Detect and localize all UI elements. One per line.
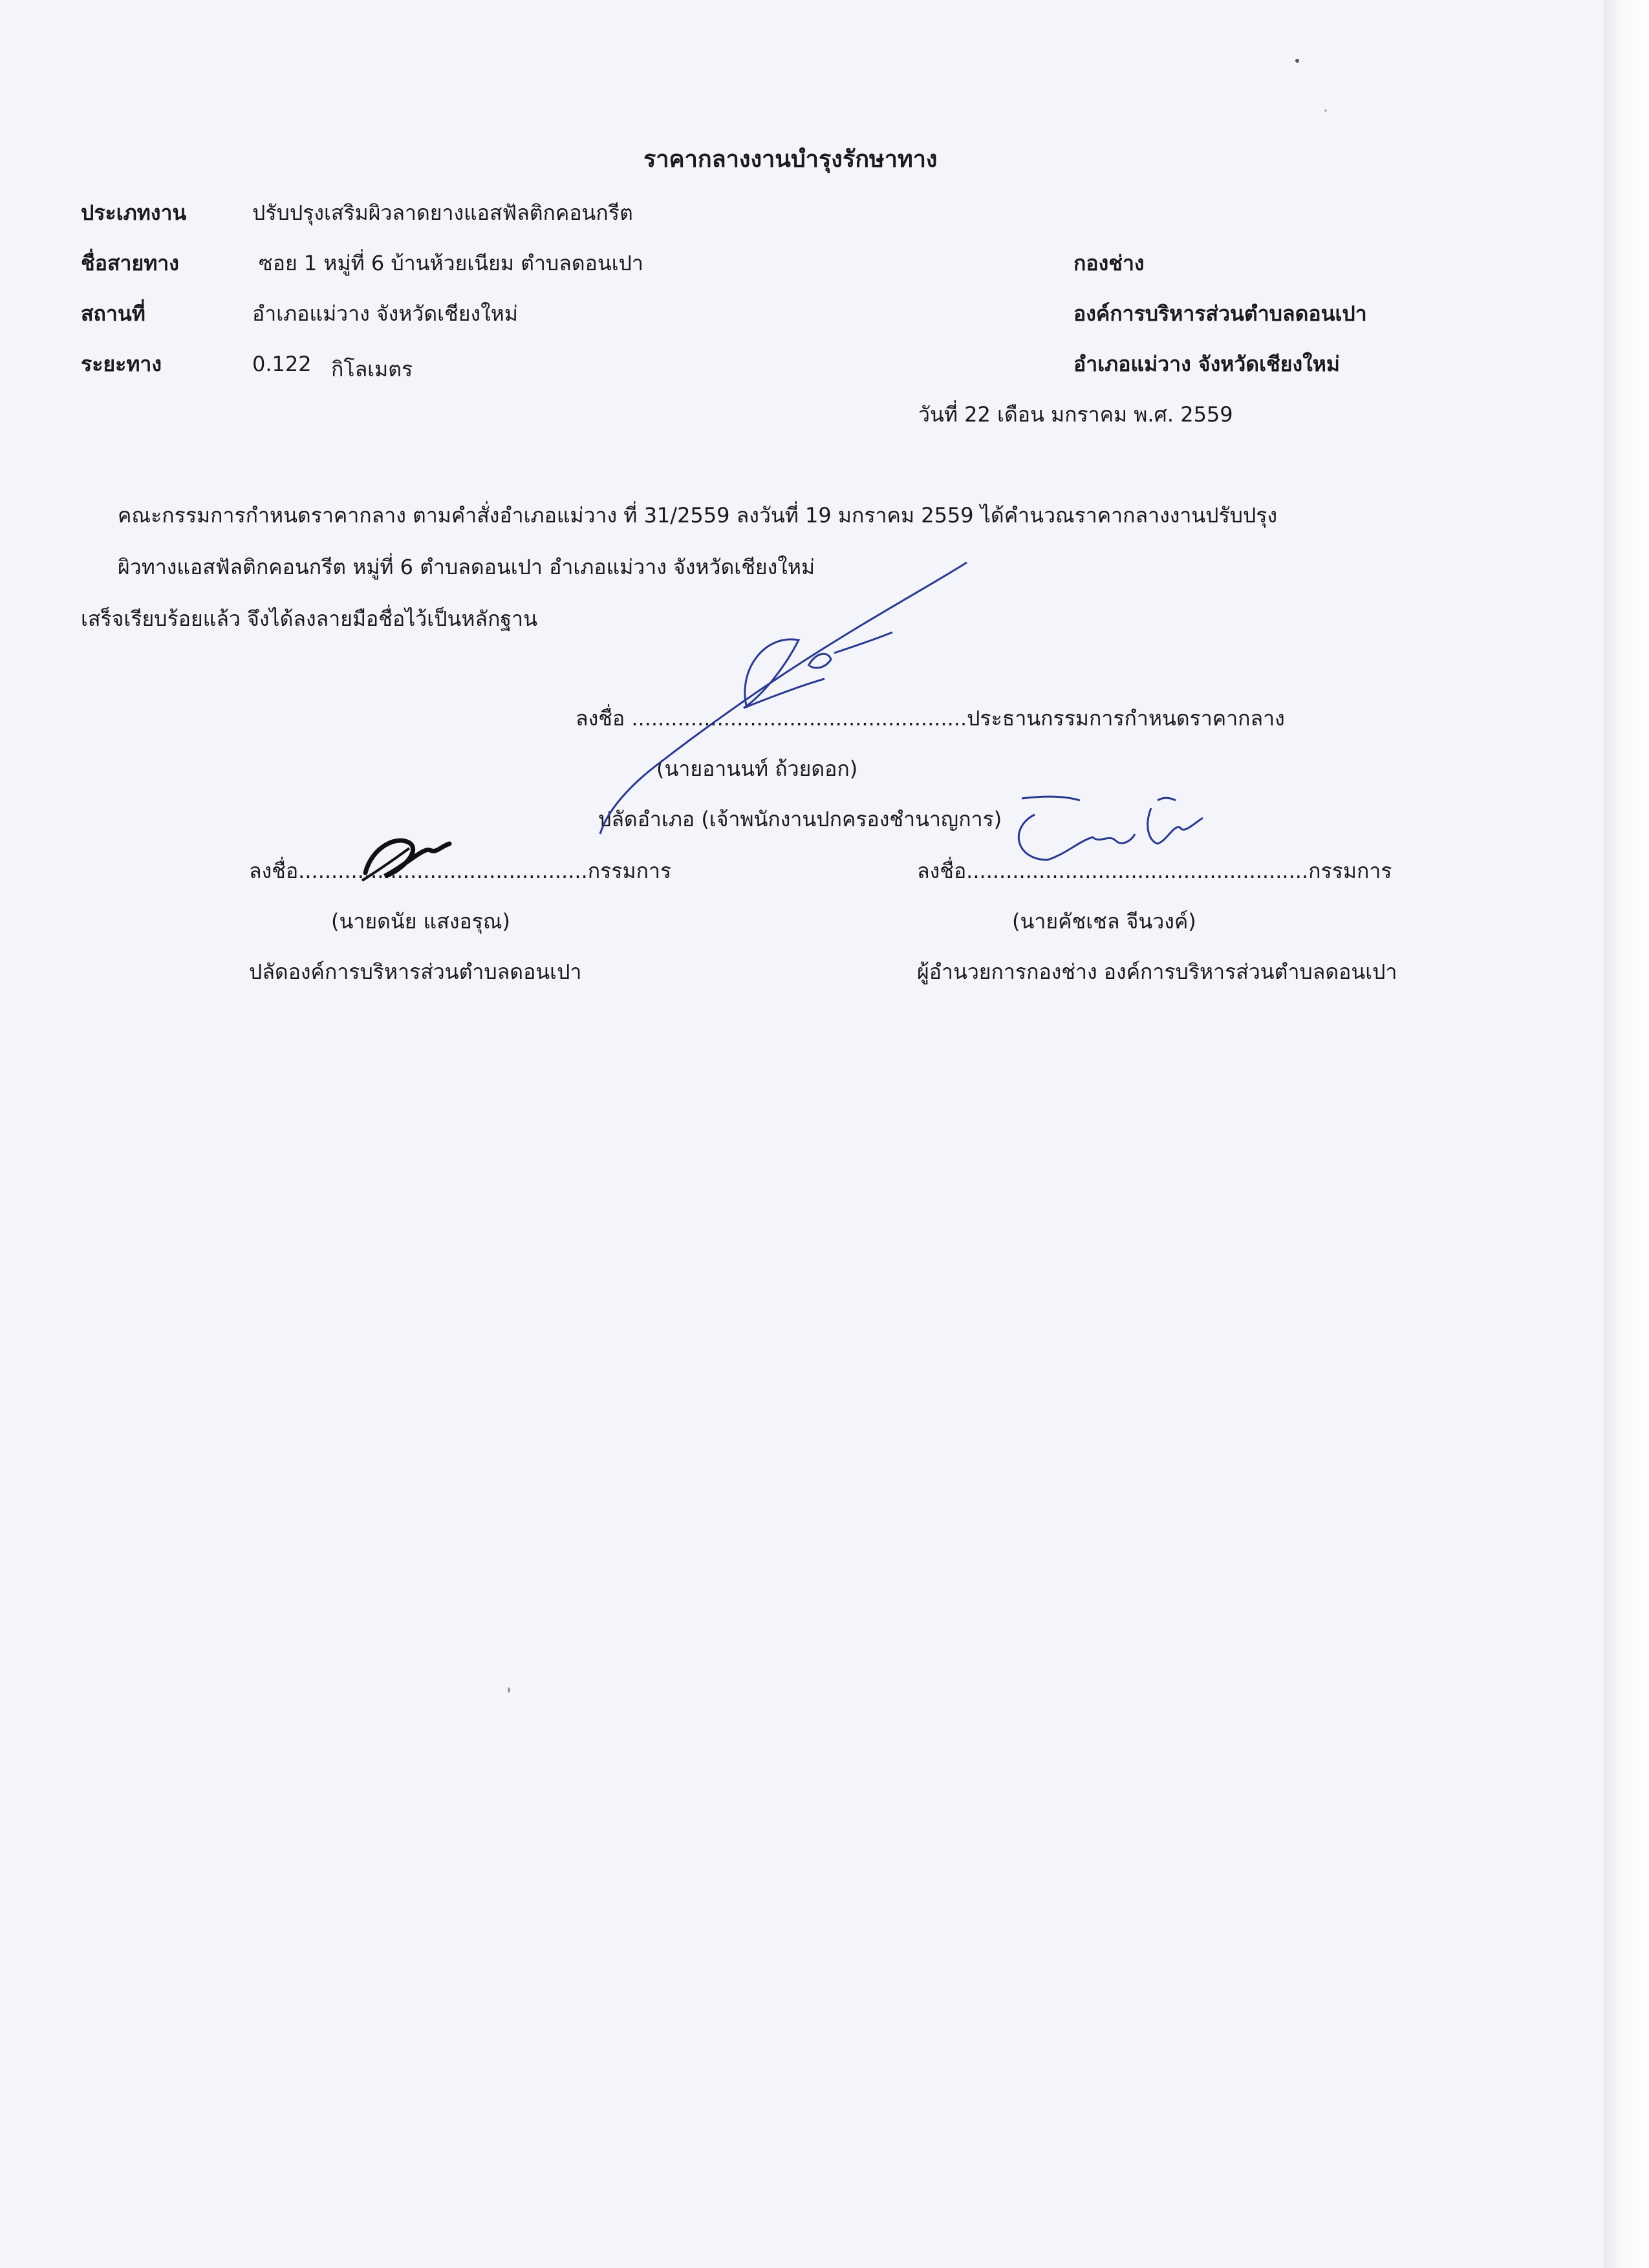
work-type-value: ปรับปรุงเสริมผิวลาดยางแอสฟัลติกคอนกรีต bbox=[252, 200, 633, 225]
road-name-label: ชื่อสายทาง bbox=[81, 251, 179, 275]
document-title: ราคากลางงานบำรุงรักษาทาง bbox=[643, 146, 938, 173]
work-type-label: ประเภทงาน bbox=[81, 200, 187, 225]
scan-speck bbox=[1295, 59, 1299, 63]
location-label: สถานที่ bbox=[81, 301, 146, 326]
road-name-value: ซอย 1 หมู่ที่ 6 บ้านห้วยเนียม ตำบลดอนเปา bbox=[259, 251, 643, 275]
chair-signature-image bbox=[569, 556, 983, 853]
member1-signature-image bbox=[359, 828, 456, 886]
member2-signature-image bbox=[996, 789, 1216, 873]
member2-signature-line: ลงชื่อ....................................................กรรมการ bbox=[917, 859, 1392, 883]
location-value: อำเภอแม่วาง จังหวัดเชียงใหม่ bbox=[252, 301, 518, 326]
scan-speck bbox=[1324, 109, 1327, 112]
distance-unit: กิโลเมตร bbox=[331, 357, 413, 381]
scan-page-edge bbox=[1604, 0, 1649, 2268]
body-line-2: ผิวทางแอสฟัลติกคอนกรีต หมู่ที่ 6 ตำบลดอนเปา อำเภอแม่วาง จังหวัดเชียงใหม่ bbox=[118, 555, 815, 579]
scan-speck bbox=[508, 1687, 510, 1693]
body-line-1: คณะกรรมการกำหนดราคากลาง ตามคำสั่งอำเภอแม่วาง ที่ 31/2559 ลงวันที่ 19 มกราคม 2559 ได้คำนวณราคากลางงานปรับปรุง bbox=[118, 503, 1278, 528]
organization-name: องค์การบริหารส่วนตำบลดอนเปา bbox=[1073, 301, 1367, 326]
document-date: วันที่ 22 เดือน มกราคม พ.ศ. 2559 bbox=[918, 402, 1233, 427]
chair-position: ปลัดอำเภอ (เจ้าพนักงานปกครองชำนาญการ) bbox=[598, 807, 1002, 831]
distance-label: ระยะทาง bbox=[81, 352, 162, 376]
division-name: กองช่าง bbox=[1073, 251, 1145, 275]
member2-name: (นายคัชเชล จีนวงค์) bbox=[1012, 909, 1196, 934]
district-name: อำเภอแม่วาง จังหวัดเชียงใหม่ bbox=[1073, 352, 1340, 376]
member1-signature-line: ลงชื่อ............................................กรรมการ bbox=[249, 859, 672, 883]
chair-signature-line: ลงชื่อ ...................................................ประธานกรรมการกำหนดราคากลาง bbox=[576, 706, 1285, 731]
member2-position: ผู้อำนวยการกองช่าง องค์การบริหารส่วนตำบลดอนเปา bbox=[917, 959, 1397, 984]
chair-name: (นายอานนท์ ถ้วยดอก) bbox=[656, 756, 858, 781]
member1-position: ปลัดองค์การบริหารส่วนตำบลดอนเปา bbox=[249, 959, 582, 984]
member1-name: (นายดนัย แสงอรุณ) bbox=[331, 909, 511, 934]
body-line-3: เสร็จเรียบร้อยแล้ว จึงได้ลงลายมือชื่อไว้เป็นหลักฐาน bbox=[81, 606, 537, 631]
distance-value: 0.122 bbox=[252, 352, 312, 376]
